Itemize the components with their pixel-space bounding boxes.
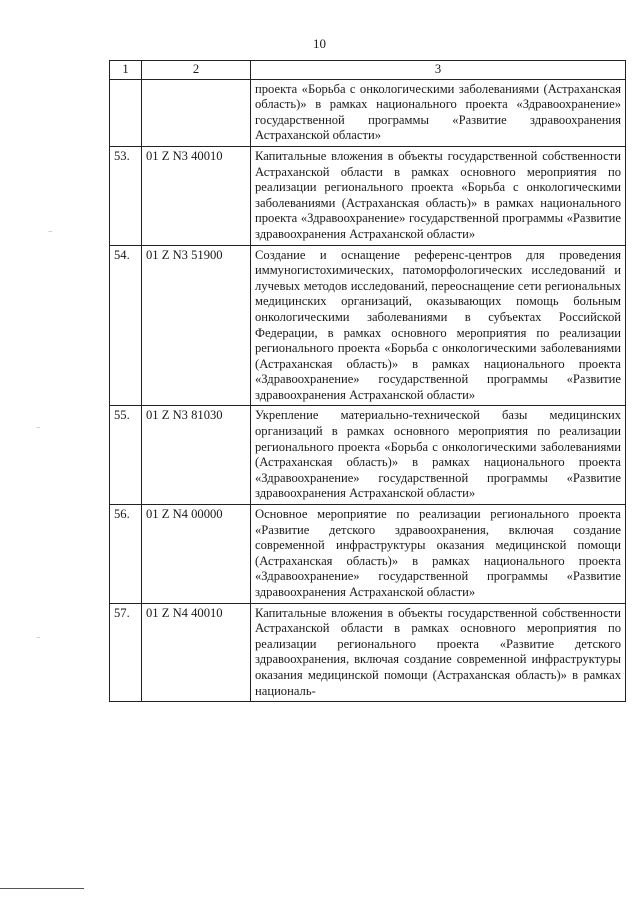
row-number: 55.	[110, 406, 142, 505]
row-code: 01 Z N4 00000	[142, 505, 251, 604]
scan-artifact-mark: ⁻	[48, 228, 53, 238]
table-row	[110, 79, 626, 146]
row-description: Укрепление материально-технической базы медицинских организаций в рамках основного мероприятия по реализации регионального проекта «Борьба с онкологическими заболеваниями (Астраханская область)» в рамках национального проекта «Здравоохранение» государственной программы «Развитие здравоохранения Астраханской области»	[251, 406, 626, 505]
scan-artifact-mark: ⁻	[36, 424, 41, 434]
table-row	[110, 146, 626, 245]
footer-rule	[0, 888, 84, 889]
row-code: 01 Z N3 40010	[142, 146, 251, 245]
row-code	[142, 79, 251, 146]
row-description: Создание и оснащение референс-центров для проведения иммуногистохимических, патоморфологических исследований и лучевых методов исследований, переоснащение сети региональных медицинских организаций, оказывающих помощь больным онкологическими заболеваниями в субъектах Российской Федерации, в рамках основного мероприятия по реализации регионального проекта «Борьба с онкологическими заболеваниями (Астраханская область)» в рамках национального проекта «Здравоохранение» государственной программы «Развитие здравоохранения Астраханской области»	[251, 245, 626, 406]
table-row	[110, 245, 626, 406]
row-description: Основное мероприятие по реализации регионального проекта «Развитие детского здравоохранения, включая создание современной инфраструктуры оказания медицинской помощи (Астраханская область)» в рамках национального проекта «Здравоохранение» государственной программы «Развитие здравоохранения Астраханской области»	[251, 505, 626, 604]
budget-classification-table	[109, 60, 626, 702]
row-number: 57.	[110, 603, 142, 702]
row-description: проекта «Борьба с онкологическими заболеваниями (Астраханская область)» в рамках национального проекта «Здравоохранение» государственной программы «Развитие здравоохранения Астраханской области»	[251, 79, 626, 146]
table-row	[110, 406, 626, 505]
row-description: Капитальные вложения в объекты государственной собственности Астраханской области в рамках основного мероприятия по реализации регионального проекта «Развитие детского здравоохранения, включая создание современной инфраструктуры оказания медицинской помощи (Астраханская область)» в рамках националь-	[251, 603, 626, 702]
row-number: 54.	[110, 245, 142, 406]
row-code: 01 Z N3 81030	[142, 406, 251, 505]
table-header-row	[110, 61, 626, 80]
scan-artifact-mark: ⁻	[36, 634, 41, 644]
column-header: 1	[110, 61, 142, 80]
page-number: 10	[313, 36, 326, 51]
column-header: 2	[142, 61, 251, 80]
row-number: 56.	[110, 505, 142, 604]
table-row	[110, 603, 626, 702]
row-number: 53.	[110, 146, 142, 245]
row-number	[110, 79, 142, 146]
column-header: 3	[251, 61, 626, 80]
row-code: 01 Z N4 40010	[142, 603, 251, 702]
table-row	[110, 505, 626, 604]
row-description: Капитальные вложения в объекты государственной собственности Астраханской области в рамках основного мероприятия по реализации регионального проекта «Борьба с онкологическими заболеваниями (Астраханская область)» в рамках национального проекта «Здравоохранение» государственной программы «Развитие здравоохранения Астраханской области»	[251, 146, 626, 245]
row-code: 01 Z N3 51900	[142, 245, 251, 406]
